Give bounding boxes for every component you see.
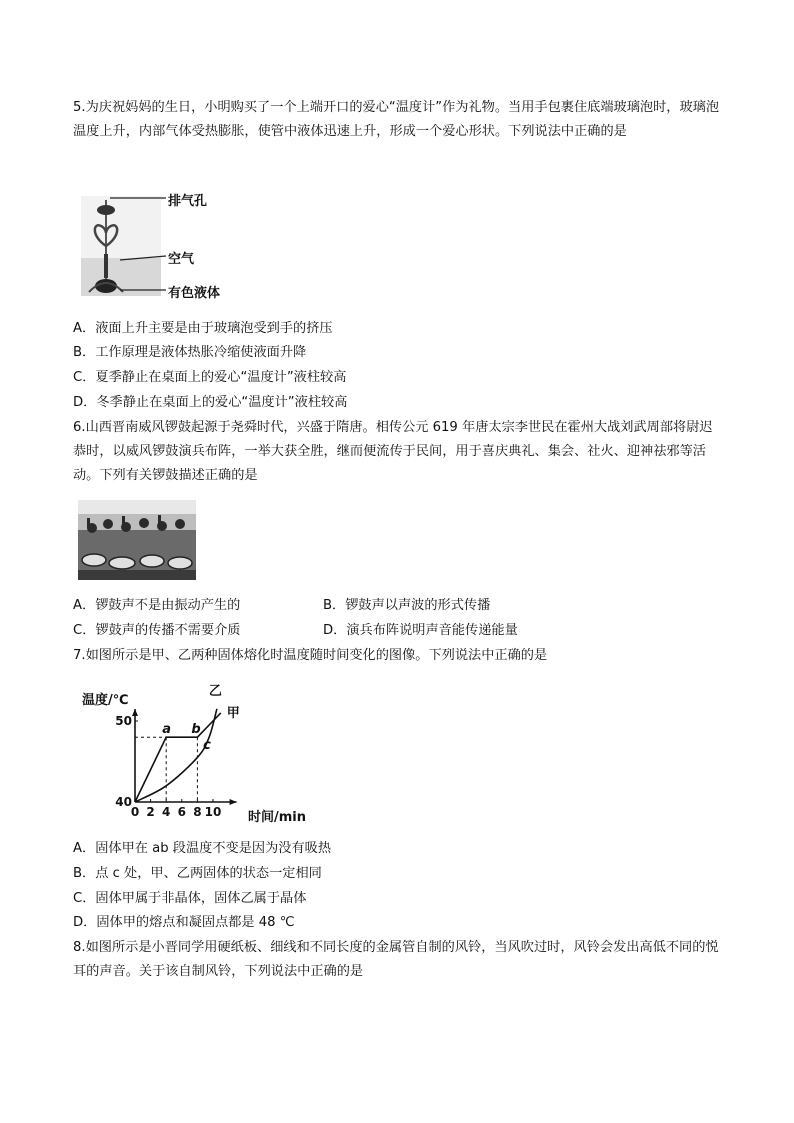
chart-xlabel: 时间/min: [248, 810, 307, 825]
x-tick-label: 8: [193, 805, 202, 819]
q6-option-a: A．锣鼓声不是由振动产生的: [73, 598, 241, 613]
chart-axes: [132, 709, 237, 805]
point-label-c: c: [203, 738, 211, 754]
q5-option-a: A．液面上升主要是由于玻璃泡受到手的挤压: [73, 321, 333, 336]
label-vent: 排气孔: [168, 194, 208, 209]
y-tick-label: 40: [115, 795, 132, 809]
q7-option-b: B．点 c 处，甲、乙两固体的状态一定相同: [73, 866, 322, 881]
melting-curve-chart: [80, 684, 310, 834]
q5-option-c: C．夏季静止在桌面上的爱心“温度计”液柱较高: [73, 370, 347, 385]
x-axis-arrow: [230, 799, 237, 805]
q7-option-c: C．固体甲属于非晶体，固体乙属于晶体: [73, 891, 307, 906]
q5-stem: 5.为庆祝妈妈的生日，小明购买了一个上端开口的爱心“温度计”作为礼物。当用手包裹住底端玻璃泡时，玻璃泡温度上升，内部气体受热膨胀，使管中液体迅速上升，形成一个爱心形状。下列说法中正确的是: [73, 100, 720, 139]
series-jia-line: [135, 713, 221, 802]
x-tick-label: 10: [204, 805, 222, 819]
label-leader-lines: [110, 190, 170, 300]
q6-stem: 6.山西晋南威风锣鼓起源于尧舜时代，兴盛于隋唐。相传公元 619 年唐太宗李世民在霍州大战刘武周部将尉迟恭时，以威风锣鼓演兵布阵，一举大获全胜，继而便流传于民间，用于喜庆典礼、集会、社火、迎神祛邪等活动。下列有关锣鼓描述正确的是: [73, 420, 713, 483]
q5-option-d: D．冬季静止在桌面上的爱心“温度计”液柱较高: [73, 395, 348, 410]
series-name-jia: 甲: [226, 705, 240, 721]
series-name-yi: 乙: [208, 684, 222, 699]
series-yi-line: [135, 709, 217, 802]
q6-option-b: B．锣鼓声以声波的形式传播: [323, 598, 491, 613]
gongs-drums-image: [78, 500, 196, 580]
q6-option-c: C．锣鼓声的传播不需要介质: [73, 623, 241, 638]
chart-series: [135, 709, 221, 802]
q6-option-d: D．演兵布阵说明声音能传递能量: [323, 623, 518, 638]
label-air: 空气: [168, 252, 195, 267]
point-label-a: a: [162, 722, 171, 738]
q7-stem: 7.如图所示是甲、乙两种固体熔化时温度随时间变化的图像。下列说法中正确的是: [73, 648, 548, 663]
q5-option-b: B．工作原理是液体热胀冷缩使液面升降: [73, 345, 307, 360]
y-tick-label: 50: [115, 714, 132, 728]
point-label-b: b: [191, 722, 201, 738]
gongs-drums-photo: [78, 500, 196, 580]
x-tick-label: 4: [162, 805, 171, 819]
label-liquid: 有色液体: [168, 286, 221, 301]
x-tick-label: 0: [130, 805, 140, 819]
q7-option-d: D．固体甲的熔点和凝固点都是 48 ℃: [73, 915, 295, 930]
chart-guide-lines: [135, 737, 197, 802]
chart-ylabel: 温度/℃: [82, 693, 129, 708]
q7-option-a: A．固体甲在 ab 段温度不变是因为没有吸热: [73, 841, 332, 856]
x-tick-label: 2: [146, 805, 155, 819]
q8-stem: 8.如图所示是小晋同学用硬纸板、细线和不同长度的金属管自制的风铃，当风吹过时，风铃会发出高低不同的悦耳的声音。关于该自制风铃，下列说法中正确的是: [73, 940, 719, 979]
y-axis-arrow: [132, 709, 138, 716]
chart-labels: [162, 684, 240, 753]
x-tick-label: 6: [177, 805, 186, 819]
